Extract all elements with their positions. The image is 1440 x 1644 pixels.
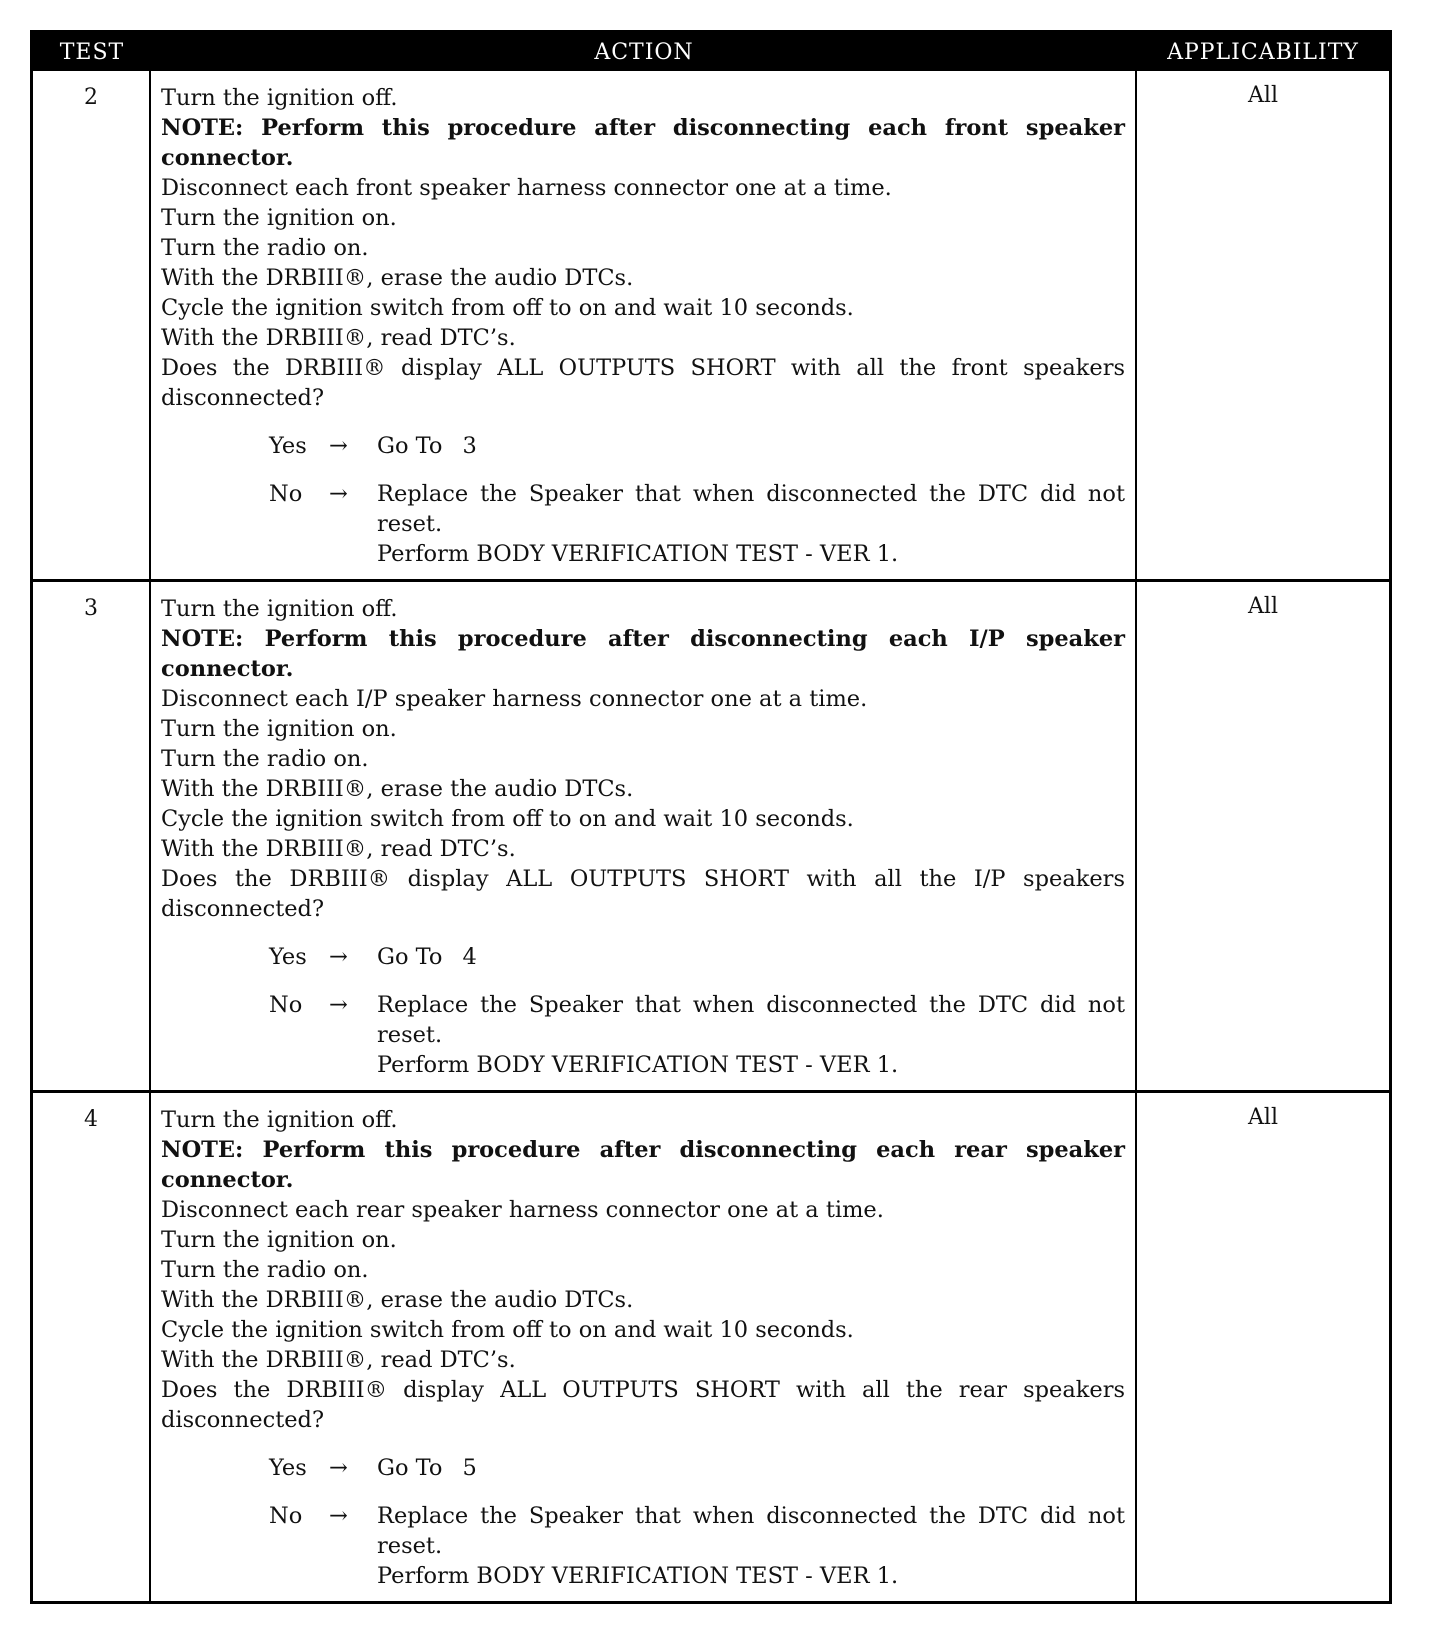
- no-result: [377, 990, 1125, 1080]
- applicability: All: [1248, 1105, 1278, 1130]
- no-result-line: Replace the Speaker that when disconnected the DTC did not: [377, 992, 1125, 1018]
- no-answer: [161, 479, 1125, 569]
- step: Cycle the ignition switch from off to on and wait 10 seconds.: [161, 1317, 854, 1343]
- step: With the DRBIII®, erase the audio DTCs.: [161, 265, 634, 291]
- yes-result: [377, 1453, 1125, 1483]
- step: Cycle the ignition switch from off to on and wait 10 seconds.: [161, 295, 854, 321]
- table-row: [33, 1090, 1389, 1601]
- no-result-line: Perform BODY VERIFICATION TEST - VER 1.: [377, 541, 899, 567]
- no-result: [377, 479, 1125, 569]
- applicability: All: [1248, 594, 1278, 619]
- step: Turn the ignition off.: [161, 1107, 398, 1133]
- no-label: No: [269, 1503, 303, 1529]
- goto-number: 4: [462, 944, 477, 970]
- step: Turn the radio on.: [161, 1257, 369, 1283]
- no-result-line: reset.: [377, 1022, 443, 1048]
- step: Turn the ignition off.: [161, 85, 398, 111]
- diagnostic-table: [30, 30, 1392, 1604]
- question: Does the DRBIII® display ALL OUTPUTS SHORT with all the rear speakers disconnected?: [161, 1377, 1125, 1433]
- action-cell: [151, 71, 1137, 579]
- no-label: No: [269, 481, 303, 507]
- arrow-right-icon: →: [329, 433, 348, 459]
- no-result-line: Perform BODY VERIFICATION TEST - VER 1.: [377, 1563, 899, 1589]
- yes-result: [377, 431, 1125, 461]
- yes-answer: [161, 1453, 1125, 1483]
- step: Turn the ignition on.: [161, 1227, 397, 1253]
- no-result-line: reset.: [377, 511, 443, 537]
- arrow-right-icon: →: [329, 1455, 348, 1481]
- test-number: 4: [33, 1093, 151, 1601]
- header-action: ACTION: [594, 39, 694, 65]
- action-cell: [151, 1093, 1137, 1601]
- no-label: No: [269, 992, 303, 1018]
- arrow-right-icon: →: [329, 944, 348, 970]
- test-number: 2: [33, 71, 151, 579]
- yes-label: Yes: [269, 433, 307, 459]
- yes-answer: [161, 942, 1125, 972]
- step: With the DRBIII®, erase the audio DTCs.: [161, 776, 634, 802]
- step: Turn the radio on.: [161, 746, 369, 772]
- goto-number: 3: [462, 433, 477, 459]
- yes-label: Yes: [269, 1455, 307, 1481]
- step: Disconnect each rear speaker harness connector one at a time.: [161, 1197, 884, 1223]
- note: NOTE: Perform this procedure after disconnecting each I/P speaker connector.: [161, 626, 1125, 682]
- action-cell: [151, 582, 1137, 1090]
- table-header: [33, 33, 1389, 71]
- no-answer: [161, 990, 1125, 1080]
- no-result-line: Perform BODY VERIFICATION TEST - VER 1.: [377, 1052, 899, 1078]
- note: NOTE: Perform this procedure after disconnecting each front speaker connector.: [161, 115, 1125, 171]
- test-number: 3: [33, 582, 151, 1090]
- applicability: All: [1248, 83, 1278, 108]
- no-answer: [161, 1501, 1125, 1591]
- step: With the DRBIII®, read DTC’s.: [161, 836, 516, 862]
- question: Does the DRBIII® display ALL OUTPUTS SHORT with all the I/P speakers disconnected?: [161, 866, 1125, 922]
- goto-number: 5: [462, 1455, 477, 1481]
- yes-result: [377, 942, 1125, 972]
- yes-label: Yes: [269, 944, 307, 970]
- goto-label: Go To: [377, 944, 443, 970]
- header-test: TEST: [59, 39, 125, 65]
- step: Cycle the ignition switch from off to on and wait 10 seconds.: [161, 806, 854, 832]
- step: Turn the ignition on.: [161, 205, 397, 231]
- step: Turn the ignition off.: [161, 596, 398, 622]
- step: With the DRBIII®, read DTC’s.: [161, 1347, 516, 1373]
- step: Disconnect each front speaker harness connector one at a time.: [161, 175, 892, 201]
- step: Turn the radio on.: [161, 235, 369, 261]
- table-row: [33, 579, 1389, 1090]
- yes-answer: [161, 431, 1125, 461]
- arrow-right-icon: →: [329, 992, 348, 1018]
- goto-label: Go To: [377, 433, 443, 459]
- note: NOTE: Perform this procedure after disconnecting each rear speaker connector.: [161, 1137, 1125, 1193]
- step: Disconnect each I/P speaker harness connector one at a time.: [161, 686, 868, 712]
- header-applicability: APPLICABILITY: [1167, 39, 1359, 65]
- no-result-line: Replace the Speaker that when disconnected the DTC did not: [377, 481, 1125, 507]
- no-result-line: Replace the Speaker that when disconnected the DTC did not: [377, 1503, 1125, 1529]
- step: Turn the ignition on.: [161, 716, 397, 742]
- no-result-line: reset.: [377, 1533, 443, 1559]
- step: With the DRBIII®, read DTC’s.: [161, 325, 516, 351]
- step: With the DRBIII®, erase the audio DTCs.: [161, 1287, 634, 1313]
- table-row: [33, 71, 1389, 579]
- question: Does the DRBIII® display ALL OUTPUTS SHORT with all the front speakers disconnected?: [161, 355, 1125, 411]
- arrow-right-icon: →: [329, 481, 348, 507]
- arrow-right-icon: →: [329, 1503, 348, 1529]
- no-result: [377, 1501, 1125, 1591]
- goto-label: Go To: [377, 1455, 443, 1481]
